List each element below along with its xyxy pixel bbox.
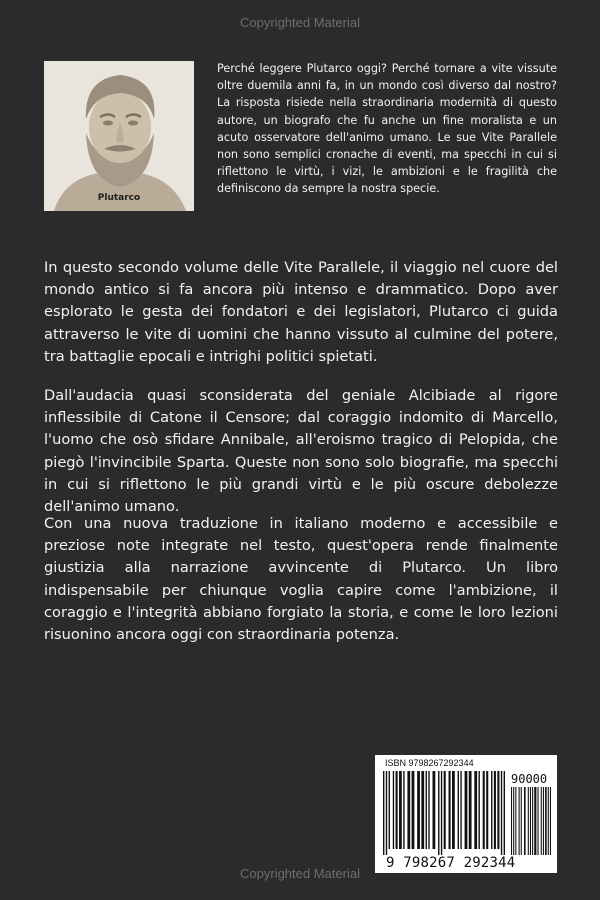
price-code: 90000 [511, 772, 548, 786]
bust-illustration [44, 61, 194, 211]
body-paragraph-3: Con una nuova traduzione in italiano moderno e accessibile e preziose note integrate nel testo, quest'opera rende finalmente giustizia alla narrazione avvincente di Plutarco. Un libro indispensabile per chiunque voglia capire come l'ambizione, il coraggio e l'integrità abbiano forgiato la storia, e come le loro lezioni risuonino ancora oggi con straordinaria potenza. [44, 515, 558, 644]
body-paragraph-1: In questo secondo volume delle Vite Parallele, il viaggio nel cuore del mondo antico si fa ancora più intenso e drammatico. Dopo aver esplorato le gesta dei fondatori e dei legislatori, Plutarco ci guida attraverso le vite di uomini che hanno vissuto al culmine del potere, tra battaglie epocali e intrighi politici spietati. [44, 259, 558, 365]
copyright-watermark-top: Copyrighted Material [240, 15, 360, 30]
isbn-barcode [383, 771, 505, 855]
isbn-digits: 9 798267 292344 [386, 855, 516, 871]
price-barcode [511, 787, 551, 855]
body-paragraph-2: Dall'audacia quasi sconsiderata del geniale Alcibiade al rigore inflessibile di Catone il Censore; dal coraggio indomito di Marcello, l'uomo che osò sfidare Annibale, all'eroismo tragico di Pelopida, che piegò l'invincibile Sparta. Queste non sono solo biografie, ma specchi in cui si riflettono le più grandi virtù e le più oscure debolezze dell'animo umano. [44, 387, 558, 516]
copyright-watermark-bottom: Copyrighted Material [240, 866, 360, 881]
isbn-barcode-box [375, 755, 557, 873]
portrait-caption: Plutarco [97, 193, 141, 203]
plutarch-portrait [44, 61, 194, 211]
isbn-label: ISBN 9798267292344 [385, 758, 474, 768]
intro-paragraph: Perché leggere Plutarco oggi? Perché tornare a vite vissute oltre duemila anni fa, in un mondo così diverso dal nostro? La risposta risiede nella straordinaria modernità di questo autore, un biografo che fu anche un fine moralista e un acuto osservatore dell'animo umano. Le sue Vite Parallele non sono semplici cronache di eventi, ma specchi in cui si riflettono le virtù, i vizi, le ambizioni e le fragilità che definiscono da sempre la nostra specie. [217, 62, 557, 196]
